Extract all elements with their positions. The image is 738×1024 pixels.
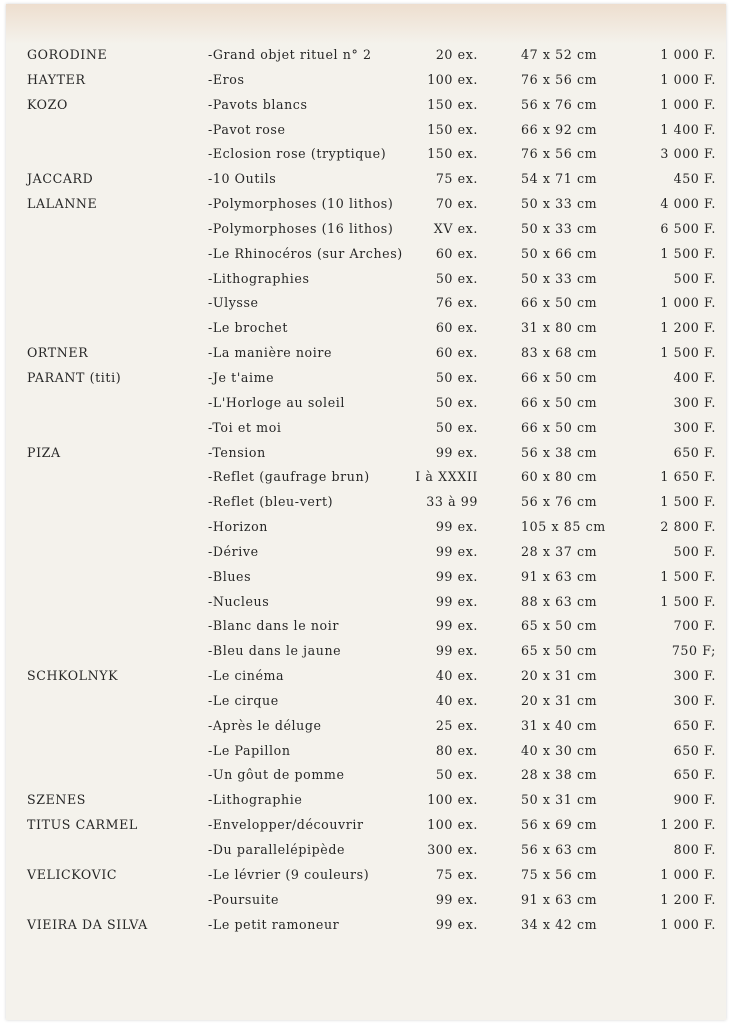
- dimensions: 47 x 52 cm: [521, 47, 598, 62]
- dimensions: 50 x 33 cm: [521, 196, 598, 212]
- dimensions: 28 x 38 cm: [521, 767, 598, 783]
- edition-size: 60 ex.: [435, 345, 478, 361]
- price: 1 500 F.: [660, 245, 716, 261]
- price: 300 F.: [673, 692, 716, 708]
- work-title: -Eros: [208, 71, 245, 87]
- edition-size: 99 ex.: [435, 916, 478, 932]
- price: 1 500 F.: [660, 345, 716, 361]
- dimensions: 28 x 37 cm: [521, 543, 598, 559]
- list-item: [6, 217, 726, 242]
- dimensions: 66 x 92 cm: [521, 121, 598, 137]
- list-item: [6, 664, 726, 689]
- price-list-sheet: [6, 4, 726, 1020]
- dimensions: 83 x 68 cm: [521, 345, 598, 361]
- price: 650 F.: [673, 717, 716, 733]
- list-item: [6, 192, 726, 217]
- price: 500 F.: [673, 543, 716, 559]
- list-item: [6, 490, 726, 515]
- dimensions: 56 x 76 cm: [521, 96, 598, 112]
- work-title: -La manière noire: [208, 345, 333, 361]
- dimensions: 50 x 33 cm: [521, 270, 598, 286]
- dimensions: 20 x 31 cm: [521, 668, 598, 684]
- price: 1 400 F.: [660, 121, 716, 137]
- work-title: -Le Papillon: [208, 742, 291, 758]
- price: 750 F;: [671, 643, 716, 659]
- list-item: [6, 341, 726, 366]
- price: 1 500 F.: [660, 568, 716, 584]
- edition-size: 80 ex.: [435, 742, 478, 758]
- dimensions: 66 x 50 cm: [521, 295, 598, 311]
- list-item: [6, 888, 726, 913]
- work-title: -Poursuite: [208, 891, 280, 907]
- work-title: -Un gôut de pomme: [208, 767, 345, 783]
- edition-size: 25 ex.: [435, 717, 478, 733]
- edition-size: 40 ex.: [435, 668, 478, 684]
- price: 1 200 F.: [660, 817, 716, 833]
- price: 1 650 F.: [660, 469, 716, 485]
- price: 700 F.: [673, 618, 716, 634]
- work-title: -Nucleus: [208, 593, 270, 609]
- edition-size: 99 ex.: [435, 543, 478, 559]
- price: 1 000 F.: [660, 71, 716, 87]
- price: 1 000 F.: [660, 916, 716, 932]
- list-item: [6, 142, 726, 167]
- dimensions: 34 x 42 cm: [521, 916, 598, 932]
- price: 1 200 F.: [660, 320, 716, 336]
- artist-name: SCHKOLNYK: [27, 668, 119, 684]
- edition-size: 50 ex.: [435, 270, 478, 286]
- artist-name: SZENES: [27, 792, 87, 808]
- edition-size: I à XXXII: [415, 469, 478, 485]
- work-title: -Le cirque: [208, 692, 279, 708]
- work-title: -Grand objet rituel n° 2: [208, 47, 372, 62]
- list-item: [6, 788, 726, 813]
- list-item: [6, 739, 726, 764]
- work-title: -Reflet (bleu-vert): [208, 494, 334, 510]
- artist-name: KOZO: [27, 96, 68, 112]
- work-title: -Polymorphoses (16 lithos): [208, 220, 394, 236]
- list-item: [6, 614, 726, 639]
- artist-name: LALANNE: [27, 196, 98, 212]
- price-list: [6, 43, 726, 937]
- edition-size: XV ex.: [433, 220, 478, 236]
- price: 1 500 F.: [660, 494, 716, 510]
- dimensions: 50 x 66 cm: [521, 245, 598, 261]
- work-title: -Polymorphoses (10 lithos): [208, 196, 394, 212]
- work-title: -Ulysse: [208, 295, 259, 311]
- dimensions: 56 x 69 cm: [521, 817, 598, 833]
- edition-size: 99 ex.: [435, 618, 478, 634]
- price: 650 F.: [673, 742, 716, 758]
- price: 1 000 F.: [660, 295, 716, 311]
- edition-size: 50 ex.: [435, 419, 478, 435]
- list-item: [6, 714, 726, 739]
- price: 1 000 F.: [660, 866, 716, 882]
- work-title: -Eclosion rose (tryptique): [208, 146, 387, 162]
- work-title: -Dérive: [208, 543, 259, 559]
- dimensions: 105 x 85 cm: [521, 519, 606, 535]
- edition-size: 99 ex.: [435, 519, 478, 535]
- work-title: -Le petit ramoneur: [208, 916, 340, 932]
- work-title: -Pavot rose: [208, 121, 286, 137]
- artist-name: PARANT (titi): [27, 369, 122, 385]
- price: 400 F.: [673, 369, 716, 385]
- list-item: [6, 515, 726, 540]
- work-title: -Lithographies: [208, 270, 310, 286]
- work-title: -L'Horloge au soleil: [208, 394, 345, 410]
- edition-size: 99 ex.: [435, 444, 478, 460]
- edition-size: 50 ex.: [435, 369, 478, 385]
- list-item: [6, 465, 726, 490]
- dimensions: 91 x 63 cm: [521, 568, 598, 584]
- edition-size: 100 ex.: [427, 71, 478, 87]
- edition-size: 75 ex.: [435, 866, 478, 882]
- work-title: -Reflet (gaufrage brun): [208, 469, 370, 485]
- dimensions: 40 x 30 cm: [521, 742, 598, 758]
- edition-size: 33 à 99: [426, 494, 478, 510]
- edition-size: 76 ex.: [435, 295, 478, 311]
- dimensions: 66 x 50 cm: [521, 419, 598, 435]
- price: 6 500 F.: [660, 220, 716, 236]
- work-title: -Lithographie: [208, 792, 303, 808]
- edition-size: 60 ex.: [435, 245, 478, 261]
- dimensions: 76 x 56 cm: [521, 71, 598, 87]
- list-item: [6, 267, 726, 292]
- list-item: [6, 291, 726, 316]
- list-item: [6, 838, 726, 863]
- dimensions: 56 x 38 cm: [521, 444, 598, 460]
- edition-size: 40 ex.: [435, 692, 478, 708]
- dimensions: 65 x 50 cm: [521, 618, 598, 634]
- dimensions: 50 x 33 cm: [521, 220, 598, 236]
- edition-size: 99 ex.: [435, 568, 478, 584]
- work-title: -10 Outils: [208, 171, 277, 187]
- price: 1 000 F.: [660, 96, 716, 112]
- edition-size: 20 ex.: [435, 47, 478, 62]
- artist-name: ORTNER: [27, 345, 89, 361]
- work-title: -Bleu dans le jaune: [208, 643, 342, 659]
- dimensions: 66 x 50 cm: [521, 369, 598, 385]
- list-item: [6, 391, 726, 416]
- artist-name: TITUS CARMEL: [27, 817, 138, 833]
- dimensions: 75 x 56 cm: [521, 866, 598, 882]
- dimensions: 50 x 31 cm: [521, 792, 598, 808]
- edition-size: 60 ex.: [435, 320, 478, 336]
- edition-size: 100 ex.: [427, 792, 478, 808]
- dimensions: 60 x 80 cm: [521, 469, 598, 485]
- edition-size: 70 ex.: [435, 196, 478, 212]
- list-item: [6, 43, 726, 68]
- work-title: -Le cinéma: [208, 668, 285, 684]
- dimensions: 88 x 63 cm: [521, 593, 598, 609]
- list-item: [6, 242, 726, 267]
- work-title: -Du parallelépipède: [208, 842, 346, 857]
- dimensions: 66 x 50 cm: [521, 394, 598, 410]
- list-item: [6, 689, 726, 714]
- work-title: -Le Rhinocéros (sur Arches): [208, 245, 403, 261]
- edition-size: 150 ex.: [427, 121, 478, 137]
- edition-size: 75 ex.: [435, 171, 478, 187]
- price: 1 000 F.: [660, 47, 716, 62]
- edition-size: 50 ex.: [435, 767, 478, 783]
- artist-name: VELICKOVIC: [27, 866, 118, 882]
- list-item: [6, 118, 726, 143]
- list-item: [6, 590, 726, 615]
- work-title: -Je t'aime: [208, 369, 275, 385]
- edition-size: 50 ex.: [435, 394, 478, 410]
- dimensions: 20 x 31 cm: [521, 692, 598, 708]
- price: 650 F.: [673, 767, 716, 783]
- edition-size: 99 ex.: [435, 891, 478, 907]
- price: 4 000 F.: [660, 196, 716, 212]
- list-item: [6, 416, 726, 441]
- price: 1 500 F.: [660, 593, 716, 609]
- edition-size: 99 ex.: [435, 593, 478, 609]
- work-title: -Après le déluge: [208, 717, 322, 733]
- price: 3 000 F.: [660, 146, 716, 162]
- edition-size: 150 ex.: [427, 96, 478, 112]
- dimensions: 56 x 76 cm: [521, 494, 598, 510]
- list-item: [6, 441, 726, 466]
- dimensions: 54 x 71 cm: [521, 171, 598, 187]
- list-item: [6, 763, 726, 788]
- list-item: [6, 813, 726, 838]
- work-title: -Le lévrier (9 couleurs): [208, 866, 370, 882]
- price: 300 F.: [673, 668, 716, 684]
- work-title: -Horizon: [208, 519, 268, 535]
- work-title: -Le brochet: [208, 320, 289, 336]
- dimensions: 56 x 63 cm: [521, 842, 598, 857]
- work-title: -Pavots blancs: [208, 96, 308, 112]
- edition-size: 300 ex.: [427, 842, 478, 857]
- dimensions: 91 x 63 cm: [521, 891, 598, 907]
- list-item: [6, 565, 726, 590]
- paper-stain: [6, 4, 726, 44]
- work-title: -Tension: [208, 444, 266, 460]
- dimensions: 65 x 50 cm: [521, 643, 598, 659]
- price: 900 F.: [673, 792, 716, 808]
- artist-name: PIZA: [27, 444, 61, 460]
- artist-name: GORODINE: [27, 47, 108, 62]
- work-title: -Blues: [208, 568, 252, 584]
- price: 800 F.: [673, 842, 716, 857]
- artist-name: JACCARD: [27, 171, 94, 187]
- work-title: -Blanc dans le noir: [208, 618, 339, 634]
- edition-size: 100 ex.: [427, 817, 478, 833]
- work-title: -Envelopper/découvrir: [208, 817, 364, 833]
- artist-name: HAYTER: [27, 71, 86, 87]
- list-item: [6, 167, 726, 192]
- price: 2 800 F.: [660, 519, 716, 535]
- list-item: [6, 316, 726, 341]
- price: 300 F.: [673, 419, 716, 435]
- dimensions: 76 x 56 cm: [521, 146, 598, 162]
- price: 650 F.: [673, 444, 716, 460]
- edition-size: 99 ex.: [435, 643, 478, 659]
- price: 450 F.: [673, 171, 716, 187]
- list-item: [6, 540, 726, 565]
- dimensions: 31 x 80 cm: [521, 320, 598, 336]
- list-item: [6, 366, 726, 391]
- price: 300 F.: [673, 394, 716, 410]
- edition-size: 150 ex.: [427, 146, 478, 162]
- list-item: [6, 639, 726, 664]
- artist-name: VIEIRA DA SILVA: [27, 916, 148, 932]
- list-item: [6, 913, 726, 938]
- dimensions: 31 x 40 cm: [521, 717, 598, 733]
- work-title: -Toi et moi: [208, 419, 282, 435]
- price: 500 F.: [673, 270, 716, 286]
- list-item: [6, 68, 726, 93]
- price: 1 200 F.: [660, 891, 716, 907]
- list-item: [6, 863, 726, 888]
- list-item: [6, 93, 726, 118]
